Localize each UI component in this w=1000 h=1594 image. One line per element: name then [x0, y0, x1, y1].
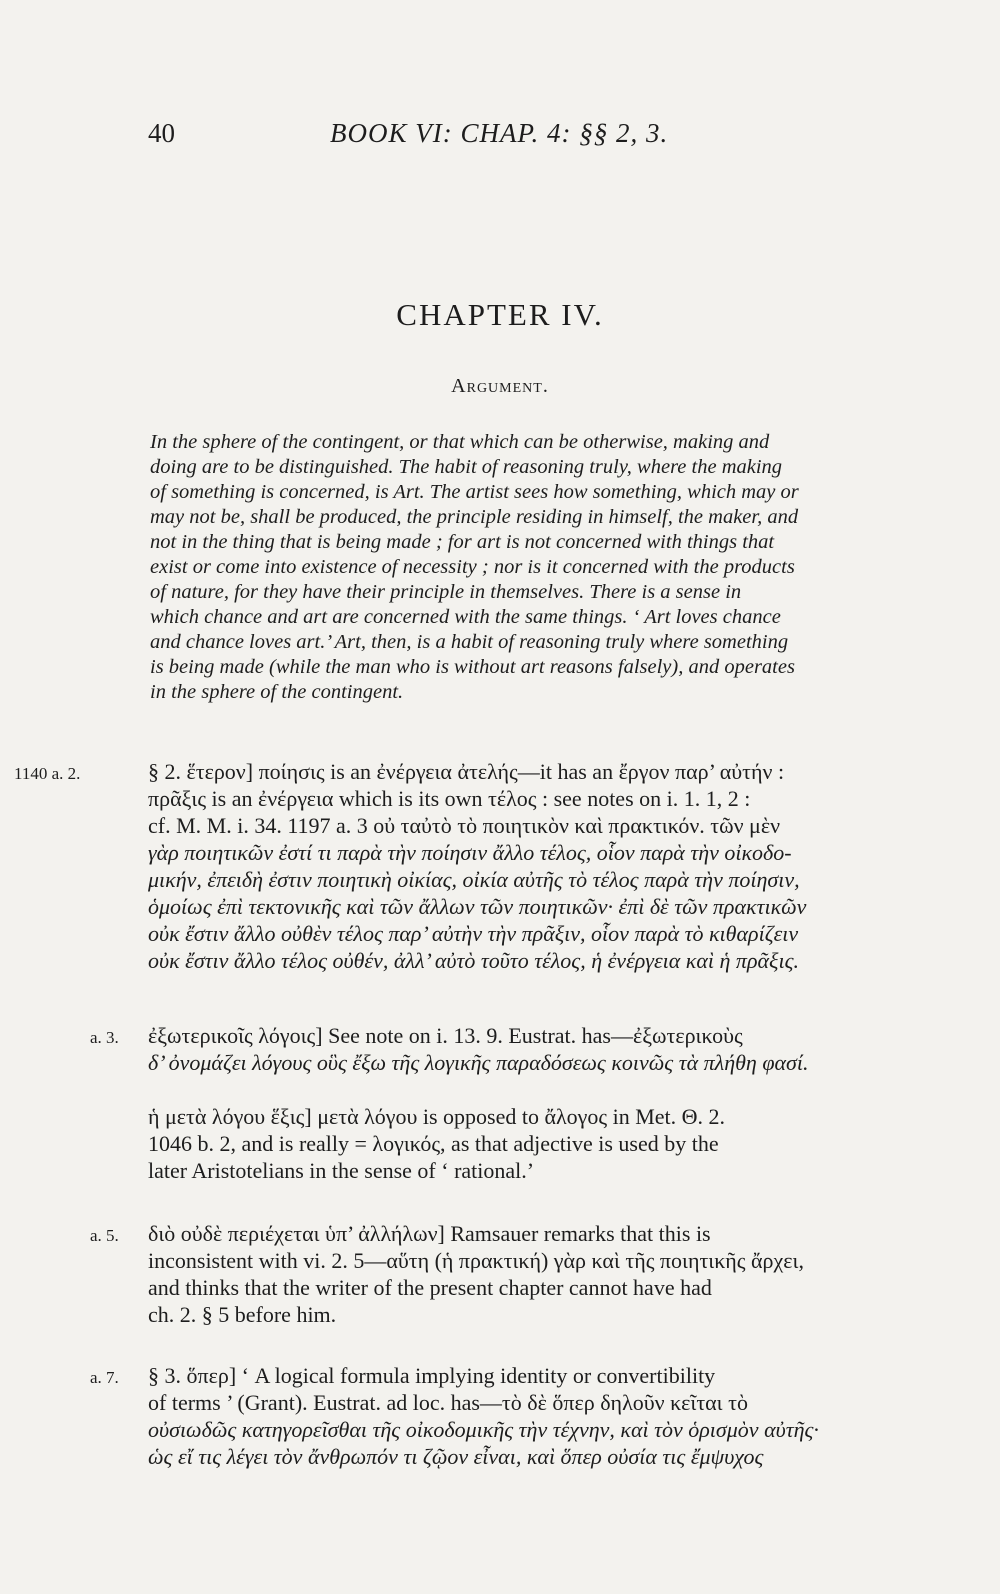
note-line: οὐσιωδῶς κατηγορεῖσθαι τῆς οἰκοδομικῆς τὴν τέχνην, καὶ τὸν ὁρισμὸν αὐτῆς· [148, 1417, 819, 1442]
margin-reference: a. 5. [90, 1226, 119, 1245]
argument-line: in the sphere of the contingent. [150, 681, 404, 703]
note-line: ὁμοίως ἐπὶ τεκτονικῆς καὶ τῶν ἄλλων τῶν ποιητικῶν· ἐπὶ δὲ τῶν πρακτικῶν [148, 894, 807, 919]
argument-line: may not be, shall be produced, the principle residing in himself, the maker, and [150, 506, 799, 528]
argument-line: exist or come into existence of necessity ; nor is it concerned with the products [150, 556, 795, 578]
argument-heading: Argument. [451, 375, 549, 397]
argument-line: of something is concerned, is Art. The artist sees how something, which may or [150, 481, 799, 503]
note-text [148, 1022, 923, 1076]
note-line: ch. 2. § 5 before him. [148, 1302, 337, 1327]
argument-line: not in the thing that is being made ; for art is not concerned with things that [150, 531, 775, 553]
argument-summary [150, 430, 918, 705]
note-text [148, 1103, 923, 1184]
note-line: ἡ μετὰ λόγου ἕξις] μετὰ λόγου is opposed to ἄλογος in Met. Θ. 2. [148, 1104, 726, 1129]
note-line: οὐκ ἔστιν ἄλλο τέλος οὐθέν, ἀλλ’ αὐτὸ τοῦτο τέλος, ἡ ἐνέργεια καὶ ἡ πρᾶξις. [148, 948, 800, 973]
note-line: § 2. ἕτερον] ποίησις is an ἐνέργεια ἀτελής—it has an ἔργον παρ’ αὐτήν : [148, 759, 785, 784]
note-text [148, 758, 923, 974]
note-line: δ’ ὀνομάζει λόγους οὓς ἔξω τῆς λογικῆς παραδόσεως κοινῶς τὰ πλήθη φασί. [148, 1050, 809, 1075]
running-header [0, 118, 1000, 158]
argument-line: which chance and art are concerned with the same things. ‘ Art loves chance [150, 606, 781, 628]
note-line: of terms ’ (Grant). Eustrat. ad loc. has—τὸ δὲ ὅπερ δηλοῦν κεῖται τὸ [148, 1390, 748, 1415]
margin-reference: 1140 a. 2. [14, 764, 81, 783]
note-text [148, 1362, 923, 1470]
argument-line: and chance loves art.’ Art, then, is a habit of reasoning truly where something [150, 631, 789, 653]
margin-reference: a. 3. [90, 1028, 119, 1047]
note-line: ὡς εἴ τις λέγει τὸν ἄνθρωπόν τι ζῷον εἶναι, καὶ ὅπερ οὐσία τις ἔμψυχος [148, 1444, 764, 1469]
argument-line: doing are to be distinguished. The habit of reasoning truly, where the making [150, 456, 783, 478]
note-text [148, 1220, 923, 1328]
note-line: 1046 b. 2, and is really = λογικός, as that adjective is used by the [148, 1131, 719, 1156]
note-line: inconsistent with vi. 2. 5—αὕτη (ἡ πρακτική) γὰρ καὶ τῆς ποιητικῆς ἄρχει, [148, 1248, 804, 1273]
note-line: πρᾶξις is an ἐνέργεια which is its own τέλος : see notes on i. 1. 1, 2 : [148, 786, 751, 811]
argument-line: is being made (while the man who is without art reasons falsely), and operates [150, 656, 795, 678]
note-line: later Aristotelians in the sense of ‘ rational.’ [148, 1158, 535, 1183]
note-line: cf. M. M. i. 34. 1197 a. 3 οὐ ταὐτὸ τὸ ποιητικὸν καὶ πρακτικόν. τῶν μὲν [148, 813, 781, 838]
note-line: διὸ οὐδὲ περιέχεται ὑπ’ ἀλλήλων] Ramsauer remarks that this is [148, 1221, 711, 1246]
note-line: ἐξωτερικοῖς λόγοις] See note on i. 13. 9. Eustrat. has—ἐξωτερικοὺς [148, 1023, 743, 1048]
chapter-title: CHAPTER IV. [396, 297, 604, 332]
argument-line: of nature, for they have their principle in themselves. There is a sense in [150, 581, 742, 603]
note-line: and thinks that the writer of the present chapter cannot have had [148, 1275, 712, 1300]
running-title: BOOK VI: CHAP. 4: §§ 2, 3. [330, 118, 669, 148]
note-line: γὰρ ποιητικῶν ἐστί τι παρὰ τὴν ποίησιν ἄλλο τέλος, οἷον παρὰ τὴν οἰκοδο- [148, 840, 792, 865]
note-line: μικήν, ἐπειδὴ ἐστιν ποιητικὴ οἰκίας, οἰκία αὐτῆς τὸ τέλος παρὰ τὴν ποίησιν, [148, 867, 800, 892]
argument-line: In the sphere of the contingent, or that which can be otherwise, making and [150, 431, 770, 453]
margin-reference: a. 7. [90, 1368, 119, 1387]
page-number: 40 [148, 118, 175, 148]
note-line: οὐκ ἔστιν ἄλλο οὐθὲν τέλος παρ’ αὐτὴν τὴν πρᾶξιν, οἷον παρὰ τὸ κιθαρίζειν [148, 921, 799, 946]
note-line: § 3. ὅπερ] ‘ A logical formula implying identity or convertibility [148, 1363, 716, 1388]
